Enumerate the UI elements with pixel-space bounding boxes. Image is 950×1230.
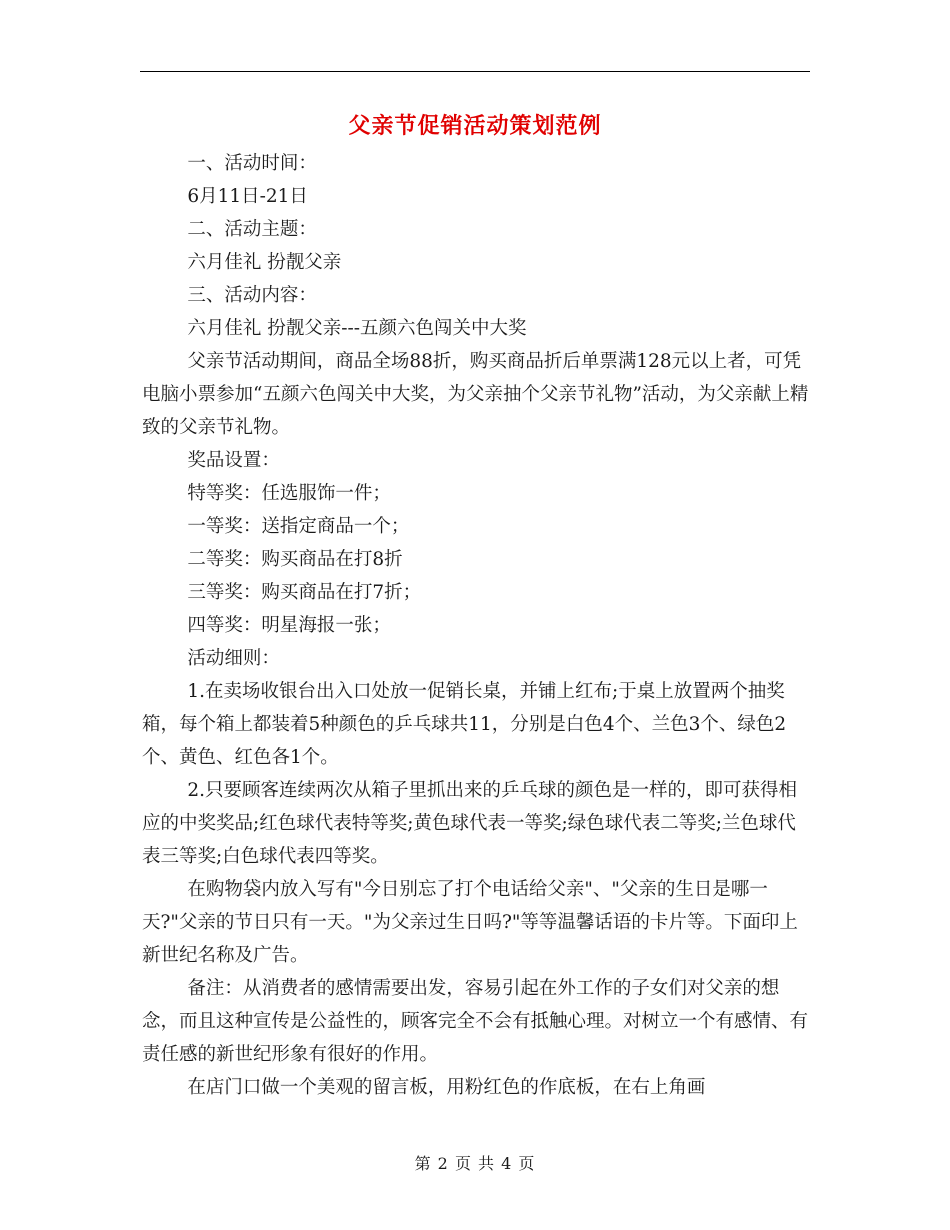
time-value: 6月11日-21日 [187,186,308,207]
prize-item: 二等奖：购买商品在打8折 [187,549,403,570]
page-footer: 第 2 页 共 4 页 [414,1154,536,1173]
prize-heading: 奖品设置： [187,450,280,471]
prize-item: 特等奖：任选服饰一件； [187,483,391,504]
prize-item: 一等奖：送指定商品一个； [187,516,410,537]
rule-paragraph: 1.在卖场收银台出入口处放一促销长桌，并铺上红布;于桌上放置两个抽奖箱，每个箱上都装着5种颜色的乒乓球共11，分别是白色4个、兰色3个、绿色2个、黄色、红色各1个。 [142,681,787,768]
rule-paragraph: 2.只要顾客连续两次从箱子里抓出来的乒乓球的颜色是一样的，即可获得相应的中奖奖品;红色球代表特等奖;黄色球代表一等奖;绿色球代表二等奖;兰色球代表三等奖;白色球代表四等奖。 [142,780,797,867]
document-body [142,147,810,1104]
section-heading-time: 一、活动时间： [187,153,317,174]
body-paragraph: 在店门口做一个美观的留言板，用粉红色的作底板，在右上角画 [187,1077,706,1098]
section-heading-theme: 二、活动主题： [187,219,317,240]
rules-heading: 活动细则： [187,648,280,669]
content-paragraph: 父亲节活动期间，商品全场88折，购买商品折后单票满128元以上者，可凭电脑小票参加“五颜六色闯关中大奖，为父亲抽个父亲节礼物”活动，为父亲献上精致的父亲节礼物。 [142,351,809,438]
note-paragraph: 备注：从消费者的感情需要出发，容易引起在外工作的子女们对父亲的想念，而且这种宣传是公益性的，顾客完全不会有抵触心理。对树立一个有感情、有责任感的新世纪形象有很好的作用。 [142,978,809,1065]
theme-value: 六月佳礼 扮靓父亲 [187,252,342,273]
document-title: 父亲节促销活动策划范例 [348,113,602,139]
body-paragraph: 在购物袋内放入写有"今日别忘了打个电话给父亲"、"父亲的生日是哪一天?"父亲的节日只有一天。"为父亲过生日吗?"等等温馨话语的卡片等。下面印上新世纪名称及广告。 [142,879,798,966]
prize-item: 三等奖：购买商品在打7折； [187,582,422,603]
section-heading-content: 三、活动内容： [187,285,317,306]
content-subtitle: 六月佳礼 扮靓父亲---五颜六色闯关中大奖 [187,318,527,339]
header-rule [140,71,810,72]
prize-item: 四等奖：明星海报一张； [187,615,391,636]
